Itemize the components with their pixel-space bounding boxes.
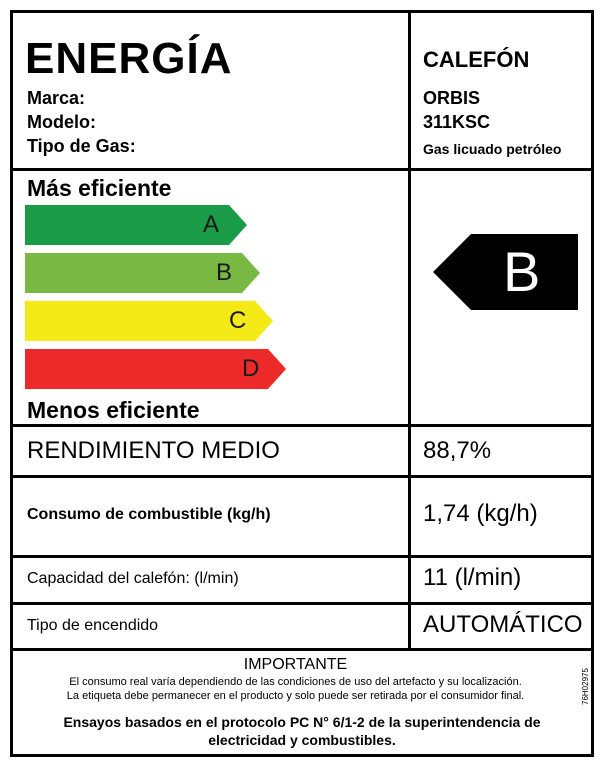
divider-row3 [13, 602, 591, 605]
rating-arrow [433, 234, 578, 310]
footer-note-1: El consumo real varía dependiendo de las condiciones de uso del artefacto y su localización. [69, 676, 522, 688]
label-code: 76H02975 [581, 668, 590, 705]
product-type: CALEFÓN [423, 47, 530, 72]
class-letter-a: A [203, 211, 220, 238]
row-ignition-label: Tipo de encendido [27, 617, 159, 634]
scale-top-label: Más eficiente [27, 175, 172, 201]
protocol-line-2: electricidad y combustibles. [208, 732, 396, 748]
rating-letter: B [503, 240, 541, 303]
class-letter-d: D [242, 355, 260, 382]
divider-header [13, 168, 591, 171]
divider-row4 [13, 648, 591, 651]
divider-row2 [13, 555, 591, 558]
field-gas-label: Tipo de Gas: [27, 136, 136, 156]
divider-row1 [13, 475, 591, 478]
footer-note-2: La etiqueta debe permanecer en el producto y solo puede ser retirada por el consumidor final. [66, 690, 525, 702]
label-title: ENERGÍA [25, 34, 233, 83]
row-capacity-value: 11 (l/min) [423, 564, 522, 591]
class-bar-d [25, 349, 286, 389]
class-letter-b: B [216, 259, 233, 286]
field-model-label: Modelo: [27, 112, 96, 132]
protocol-line-1: Ensayos basados en el protocolo PC N° 6/1-2 de la superintendencia de [63, 714, 541, 730]
brand-value: ORBIS [423, 88, 481, 108]
row-efficiency-value: 88,7% [423, 437, 492, 464]
scale-bottom-label: Menos eficiente [27, 397, 200, 423]
footer-heading: IMPORTANTE [243, 656, 348, 673]
model-value: 311KSC [423, 112, 491, 132]
row-ignition-value: AUTOMÁTICO [423, 611, 583, 638]
divider-scale [13, 424, 591, 427]
row-capacity-label: Capacidad del calefón: (l/min) [27, 570, 239, 587]
energy-label [10, 10, 594, 757]
row-consumption-label: Consumo de combustible (kg/h) [27, 506, 271, 523]
class-letter-c: C [229, 307, 247, 334]
gas-type-value: Gas licuado petróleo [423, 141, 562, 157]
field-brand-label: Marca: [27, 88, 86, 108]
row-efficiency-label: RENDIMIENTO MEDIO [27, 437, 280, 464]
class-bar-c [25, 301, 273, 341]
class-bar-a [25, 205, 247, 245]
row-consumption-value: 1,74 (kg/h) [423, 500, 538, 527]
class-bar-b [25, 253, 260, 293]
